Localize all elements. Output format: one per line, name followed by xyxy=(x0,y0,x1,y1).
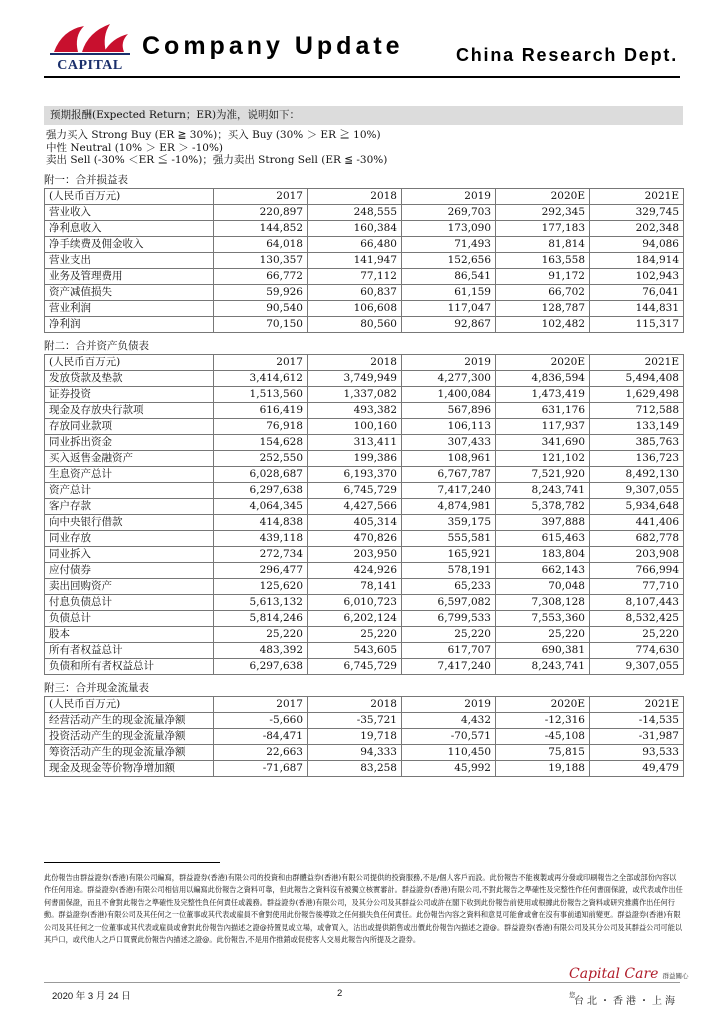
table-cell: 66,480 xyxy=(308,236,402,252)
financial-table xyxy=(44,696,684,777)
table-cell: 712,588 xyxy=(590,402,684,418)
table-cell: 133,149 xyxy=(590,418,684,434)
row-label: 负债和所有者权益总计 xyxy=(45,658,214,674)
unit-label: (人民币百万元) xyxy=(45,188,214,204)
table-row xyxy=(45,712,684,728)
rating-line: 卖出 Sell (-30% ＜ER ≦ -10%)；强力卖出 Strong Sell (ER ≦ -30%) xyxy=(46,154,388,166)
table-cell: 202,348 xyxy=(590,220,684,236)
table-cell: 6,193,370 xyxy=(308,466,402,482)
table-cell: 61,159 xyxy=(402,284,496,300)
row-label: 同业存放 xyxy=(45,530,214,546)
table-cell: 165,921 xyxy=(402,546,496,562)
table-cell: 7,521,920 xyxy=(496,466,590,482)
table-cell: 7,417,240 xyxy=(402,482,496,498)
table-cell: 6,745,729 xyxy=(308,482,402,498)
table-cell: 136,723 xyxy=(590,450,684,466)
row-label: 净利润 xyxy=(45,316,214,332)
table-cell: 8,492,130 xyxy=(590,466,684,482)
table-cell: 252,550 xyxy=(214,450,308,466)
table-cell: 6,297,638 xyxy=(214,482,308,498)
table-cell: 77,112 xyxy=(308,268,402,284)
table-cell: 163,558 xyxy=(496,252,590,268)
table-row xyxy=(45,370,684,386)
table-cell: 414,838 xyxy=(214,514,308,530)
table-cell: 9,307,055 xyxy=(590,482,684,498)
table-cell: 19,188 xyxy=(496,760,590,776)
table-cell: 25,220 xyxy=(308,626,402,642)
disclaimer-text: 此份報告由群益證券(香港)有限公司編寫，群益證券(香港)有限公司的投資和由群體益券(香港)有限公司提供的投資服務,不是/個人客戶而設。此份報告不能複製或再分發或印刷報告之全部或部份內容以作任何用途。群益證券(香港)有限公司相信用以編寫此份報告之資料可靠，但此報告之資料沒有被獨立核實審計。群益證券(香港)有限公司,不對此報告之準確性及完整性作任何書面保證，或代表或作出任何書面保證，而且不會對此報告之準確性及完整性負任何責任或義務。群益證券(香港)有限公司，及其分公司及其群益公司或許在閣下收到此份報告前使用或根據此份報告之資料或研究推薦作出任何行動。群益證券(香港)有限公司及其任何之一位董事或其代表或雇員不會對使用此份報告後導致之任何損失負任何責任。此份報告內容之資料和意見可能會或會在沒有事前通知前變更。群益證券(香港)有限公司及其任何之一位董事或其代表或雇員或會對此份報告內描述之證@持置見或立場，或會買入，沽出或提供銷售或出價此份報告內描述之證@。群益證券(香港)有限公司及其分公司及其群益公司可能以其戶口，或代他人之戶口買賣此份報告內描述之證@。此份報告,不是用作推銷或促使客人交易此報告內所提及之證券。 xyxy=(44,873,683,945)
table-cell: 6,028,687 xyxy=(214,466,308,482)
rating-definitions xyxy=(44,125,683,167)
table-cell: 102,482 xyxy=(496,316,590,332)
table-cell: 6,767,787 xyxy=(402,466,496,482)
row-label: 资产总计 xyxy=(45,482,214,498)
table-cell: 93,533 xyxy=(590,744,684,760)
table-cell: 4,432 xyxy=(402,712,496,728)
table-cell: 578,191 xyxy=(402,562,496,578)
table-cell: 75,815 xyxy=(496,744,590,760)
table-cell: 184,914 xyxy=(590,252,684,268)
year-header: 2021E xyxy=(590,696,684,712)
table-cell: -31,987 xyxy=(590,728,684,744)
table-cell: 4,277,300 xyxy=(402,370,496,386)
table-cell: 8,532,425 xyxy=(590,610,684,626)
table-cell: 543,605 xyxy=(308,642,402,658)
table-cell: 5,378,782 xyxy=(496,498,590,514)
table-cell: 439,118 xyxy=(214,530,308,546)
row-label: 筹资活动产生的现金流量净额 xyxy=(45,744,214,760)
table-cell: 19,718 xyxy=(308,728,402,744)
report-date: 2020 年 3 月 24 日 xyxy=(52,991,131,1002)
table-cell: 5,934,648 xyxy=(590,498,684,514)
row-label: 营业利润 xyxy=(45,300,214,316)
table-cell: 22,663 xyxy=(214,744,308,760)
table-row xyxy=(45,594,684,610)
table-row xyxy=(45,562,684,578)
table-row xyxy=(45,402,684,418)
table-cell: 6,297,638 xyxy=(214,658,308,674)
table-cell: 25,220 xyxy=(496,626,590,642)
table-cell: -70,571 xyxy=(402,728,496,744)
table-cell: 81,814 xyxy=(496,236,590,252)
capital-logo-mark-icon xyxy=(44,22,136,58)
table-cell: 141,947 xyxy=(308,252,402,268)
table-cell: 313,411 xyxy=(308,434,402,450)
table-cell: 78,141 xyxy=(308,578,402,594)
table-row xyxy=(45,268,684,284)
row-label: 同业拆出资金 xyxy=(45,434,214,450)
table-row xyxy=(45,284,684,300)
row-label: 买入返售金融资产 xyxy=(45,450,214,466)
table-cell: 102,943 xyxy=(590,268,684,284)
table-row xyxy=(45,610,684,626)
row-label: 营业收入 xyxy=(45,204,214,220)
table-cell: 3,414,612 xyxy=(214,370,308,386)
page-number: 2 xyxy=(337,988,343,999)
table-title: 附二：合并资产负债表 xyxy=(44,339,149,352)
table-cell: 7,417,240 xyxy=(402,658,496,674)
table-cell: 1,629,498 xyxy=(590,386,684,402)
table-row xyxy=(45,418,684,434)
rating-intro: 预期报酬(Expected Return；ER)为准，说明如下： xyxy=(44,106,683,125)
table-cell: 441,406 xyxy=(590,514,684,530)
table-row xyxy=(45,744,684,760)
row-label: 发放贷款及垫款 xyxy=(45,370,214,386)
table-cell: 49,479 xyxy=(590,760,684,776)
table-cell: 60,837 xyxy=(308,284,402,300)
table-cell: 130,357 xyxy=(214,252,308,268)
brand-cities: 台北・香港・上海 xyxy=(574,996,678,1007)
table-cell: 117,047 xyxy=(402,300,496,316)
table-cell: 296,477 xyxy=(214,562,308,578)
table-row xyxy=(45,578,684,594)
table-cell: 108,961 xyxy=(402,450,496,466)
table-cell: 59,926 xyxy=(214,284,308,300)
row-label: 存放同业款项 xyxy=(45,418,214,434)
table-row xyxy=(45,626,684,642)
table-cell: 90,540 xyxy=(214,300,308,316)
table-cell: 7,308,128 xyxy=(496,594,590,610)
table-cell: 385,763 xyxy=(590,434,684,450)
table-cell: 144,831 xyxy=(590,300,684,316)
table-cell: 7,553,360 xyxy=(496,610,590,626)
table-cell: 76,041 xyxy=(590,284,684,300)
table-title: 附三：合并现金流量表 xyxy=(44,681,149,694)
row-label: 股本 xyxy=(45,626,214,642)
table-cell: 71,493 xyxy=(402,236,496,252)
table-row xyxy=(45,530,684,546)
table-cell: 64,018 xyxy=(214,236,308,252)
row-label: 经营活动产生的现金流量净额 xyxy=(45,712,214,728)
table-cell: 152,656 xyxy=(402,252,496,268)
year-header: 2020E xyxy=(496,354,590,370)
table-cell: 203,950 xyxy=(308,546,402,562)
table-header-row xyxy=(45,354,684,370)
year-header: 2017 xyxy=(214,696,308,712)
table-cell: 1,473,419 xyxy=(496,386,590,402)
footnote-divider xyxy=(44,862,220,863)
footer-divider xyxy=(44,982,680,983)
row-label: 营业支出 xyxy=(45,252,214,268)
table-row xyxy=(45,434,684,450)
table-row xyxy=(45,482,684,498)
table-cell: 117,937 xyxy=(496,418,590,434)
row-label: 向中央银行借款 xyxy=(45,514,214,530)
table-cell: 4,064,345 xyxy=(214,498,308,514)
table-cell: 4,874,981 xyxy=(402,498,496,514)
table-cell: 86,541 xyxy=(402,268,496,284)
table-cell: 766,994 xyxy=(590,562,684,578)
table-cell: 6,799,533 xyxy=(402,610,496,626)
table-cell: 128,787 xyxy=(496,300,590,316)
table-cell: 272,734 xyxy=(214,546,308,562)
financial-table xyxy=(44,354,684,675)
table-cell: 341,690 xyxy=(496,434,590,450)
table-cell: 106,608 xyxy=(308,300,402,316)
row-label: 客户存款 xyxy=(45,498,214,514)
table-cell: 25,220 xyxy=(590,626,684,642)
table-row xyxy=(45,546,684,562)
table-cell: -12,316 xyxy=(496,712,590,728)
table-cell: 359,175 xyxy=(402,514,496,530)
rating-line: 强力买入 Strong Buy (ER ≧ 30%)；买入 Buy (30% ＞ ER ≧ 10%) xyxy=(46,129,381,141)
table-header-row xyxy=(45,188,684,204)
table-row xyxy=(45,252,684,268)
table-row xyxy=(45,728,684,744)
table-cell: 682,778 xyxy=(590,530,684,546)
table-cell: 405,314 xyxy=(308,514,402,530)
year-header: 2021E xyxy=(590,188,684,204)
table-cell: 6,745,729 xyxy=(308,658,402,674)
table-cell: 555,581 xyxy=(402,530,496,546)
table-cell: 183,804 xyxy=(496,546,590,562)
table-cell: -71,687 xyxy=(214,760,308,776)
brand-name: Capital Care xyxy=(569,966,659,982)
table-row xyxy=(45,658,684,674)
table-cell: 1,513,560 xyxy=(214,386,308,402)
logo-wordmark: CAPITAL xyxy=(57,58,123,73)
table-cell: 5,814,246 xyxy=(214,610,308,626)
table-cell: 177,183 xyxy=(496,220,590,236)
table-cell: 397,888 xyxy=(496,514,590,530)
row-label: 投资活动产生的现金流量净额 xyxy=(45,728,214,744)
table-row xyxy=(45,498,684,514)
table-cell: 199,386 xyxy=(308,450,402,466)
row-label: 现金及存放央行款项 xyxy=(45,402,214,418)
table-cell: -45,108 xyxy=(496,728,590,744)
table-cell: -5,660 xyxy=(214,712,308,728)
table-cell: 66,702 xyxy=(496,284,590,300)
table-cell: 483,392 xyxy=(214,642,308,658)
table-cell: 25,220 xyxy=(214,626,308,642)
table-cell: 121,102 xyxy=(496,450,590,466)
table-row xyxy=(45,450,684,466)
table-cell: 567,896 xyxy=(402,402,496,418)
year-header: 2021E xyxy=(590,354,684,370)
table-cell: 100,160 xyxy=(308,418,402,434)
table-cell: 173,090 xyxy=(402,220,496,236)
table-cell: 25,220 xyxy=(402,626,496,642)
table-cell: 115,317 xyxy=(590,316,684,332)
table-row xyxy=(45,760,684,776)
financial-table xyxy=(44,188,684,333)
table-row xyxy=(45,466,684,482)
year-header: 2020E xyxy=(496,696,590,712)
year-header: 2018 xyxy=(308,696,402,712)
table-cell: 5,494,408 xyxy=(590,370,684,386)
table-cell: -84,471 xyxy=(214,728,308,744)
table-row xyxy=(45,316,684,332)
table-cell: 617,707 xyxy=(402,642,496,658)
table-row xyxy=(45,300,684,316)
table-cell: 307,433 xyxy=(402,434,496,450)
table-cell: 329,745 xyxy=(590,204,684,220)
table-cell: 144,852 xyxy=(214,220,308,236)
table-cell: 8,243,741 xyxy=(496,658,590,674)
table-cell: 94,086 xyxy=(590,236,684,252)
table-cell: 493,382 xyxy=(308,402,402,418)
table-cell: 662,143 xyxy=(496,562,590,578)
brand-tagline: 群益關心您 xyxy=(569,972,689,999)
table-title: 附一：合并损益表 xyxy=(44,173,128,186)
table-cell: 66,772 xyxy=(214,268,308,284)
table-cell: 470,826 xyxy=(308,530,402,546)
year-header: 2019 xyxy=(402,354,496,370)
row-label: 卖出回购资产 xyxy=(45,578,214,594)
table-cell: 65,233 xyxy=(402,578,496,594)
year-header: 2017 xyxy=(214,354,308,370)
table-header-row xyxy=(45,696,684,712)
table-row xyxy=(45,220,684,236)
table-cell: 8,107,443 xyxy=(590,594,684,610)
table-cell: 4,427,566 xyxy=(308,498,402,514)
rating-line: 中性 Neutral (10% ＞ ER ＞ -10%) xyxy=(46,141,224,154)
table-row xyxy=(45,642,684,658)
table-cell: 94,333 xyxy=(308,744,402,760)
table-cell: 6,202,124 xyxy=(308,610,402,626)
report-title: Company Update xyxy=(142,32,404,60)
table-cell: 45,992 xyxy=(402,760,496,776)
table-cell: 70,150 xyxy=(214,316,308,332)
row-label: 现金及现金等价物净增加额 xyxy=(45,760,214,776)
table-cell: 160,384 xyxy=(308,220,402,236)
table-cell: 5,613,132 xyxy=(214,594,308,610)
table-cell: 83,258 xyxy=(308,760,402,776)
year-header: 2018 xyxy=(308,354,402,370)
row-label: 付息负债总计 xyxy=(45,594,214,610)
row-label: 应付债券 xyxy=(45,562,214,578)
row-label: 证券投资 xyxy=(45,386,214,402)
table-cell: 76,918 xyxy=(214,418,308,434)
row-label: 资产减值损失 xyxy=(45,284,214,300)
row-label: 同业拆入 xyxy=(45,546,214,562)
table-cell: 3,749,949 xyxy=(308,370,402,386)
table-cell: 203,908 xyxy=(590,546,684,562)
table-cell: 8,243,741 xyxy=(496,482,590,498)
financial-tables xyxy=(44,173,683,777)
table-cell: 631,176 xyxy=(496,402,590,418)
table-row xyxy=(45,386,684,402)
unit-label: (人民币百万元) xyxy=(45,354,214,370)
table-cell: 4,836,594 xyxy=(496,370,590,386)
table-cell: 77,710 xyxy=(590,578,684,594)
table-cell: 6,597,082 xyxy=(402,594,496,610)
table-cell: 616,419 xyxy=(214,402,308,418)
year-header: 2019 xyxy=(402,696,496,712)
table-cell: 154,628 xyxy=(214,434,308,450)
table-cell: 91,172 xyxy=(496,268,590,284)
department-name: China Research Dept. xyxy=(455,45,678,65)
year-header: 2019 xyxy=(402,188,496,204)
row-label: 所有者权益总计 xyxy=(45,642,214,658)
table-cell: 110,450 xyxy=(402,744,496,760)
table-cell: 615,463 xyxy=(496,530,590,546)
table-cell: 220,897 xyxy=(214,204,308,220)
table-cell: 80,560 xyxy=(308,316,402,332)
report-body xyxy=(44,106,683,777)
table-cell: 292,345 xyxy=(496,204,590,220)
year-header: 2020E xyxy=(496,188,590,204)
table-cell: 9,307,055 xyxy=(590,658,684,674)
table-cell: 70,048 xyxy=(496,578,590,594)
table-cell: 269,703 xyxy=(402,204,496,220)
table-cell: 92,867 xyxy=(402,316,496,332)
table-cell: 125,620 xyxy=(214,578,308,594)
year-header: 2017 xyxy=(214,188,308,204)
table-row xyxy=(45,236,684,252)
table-cell: -14,535 xyxy=(590,712,684,728)
table-cell: -35,721 xyxy=(308,712,402,728)
year-header: 2018 xyxy=(308,188,402,204)
table-row xyxy=(45,514,684,530)
unit-label: (人民币百万元) xyxy=(45,696,214,712)
table-cell: 424,926 xyxy=(308,562,402,578)
row-label: 净利息收入 xyxy=(45,220,214,236)
table-row xyxy=(45,204,684,220)
header-divider xyxy=(44,76,680,78)
table-cell: 6,010,723 xyxy=(308,594,402,610)
row-label: 业务及管理费用 xyxy=(45,268,214,284)
table-cell: 248,555 xyxy=(308,204,402,220)
table-cell: 1,337,082 xyxy=(308,386,402,402)
table-cell: 106,113 xyxy=(402,418,496,434)
row-label: 负债总计 xyxy=(45,610,214,626)
table-cell: 1,400,084 xyxy=(402,386,496,402)
table-cell: 690,381 xyxy=(496,642,590,658)
row-label: 净手续费及佣金收入 xyxy=(45,236,214,252)
table-cell: 774,630 xyxy=(590,642,684,658)
row-label: 生息资产总计 xyxy=(45,466,214,482)
